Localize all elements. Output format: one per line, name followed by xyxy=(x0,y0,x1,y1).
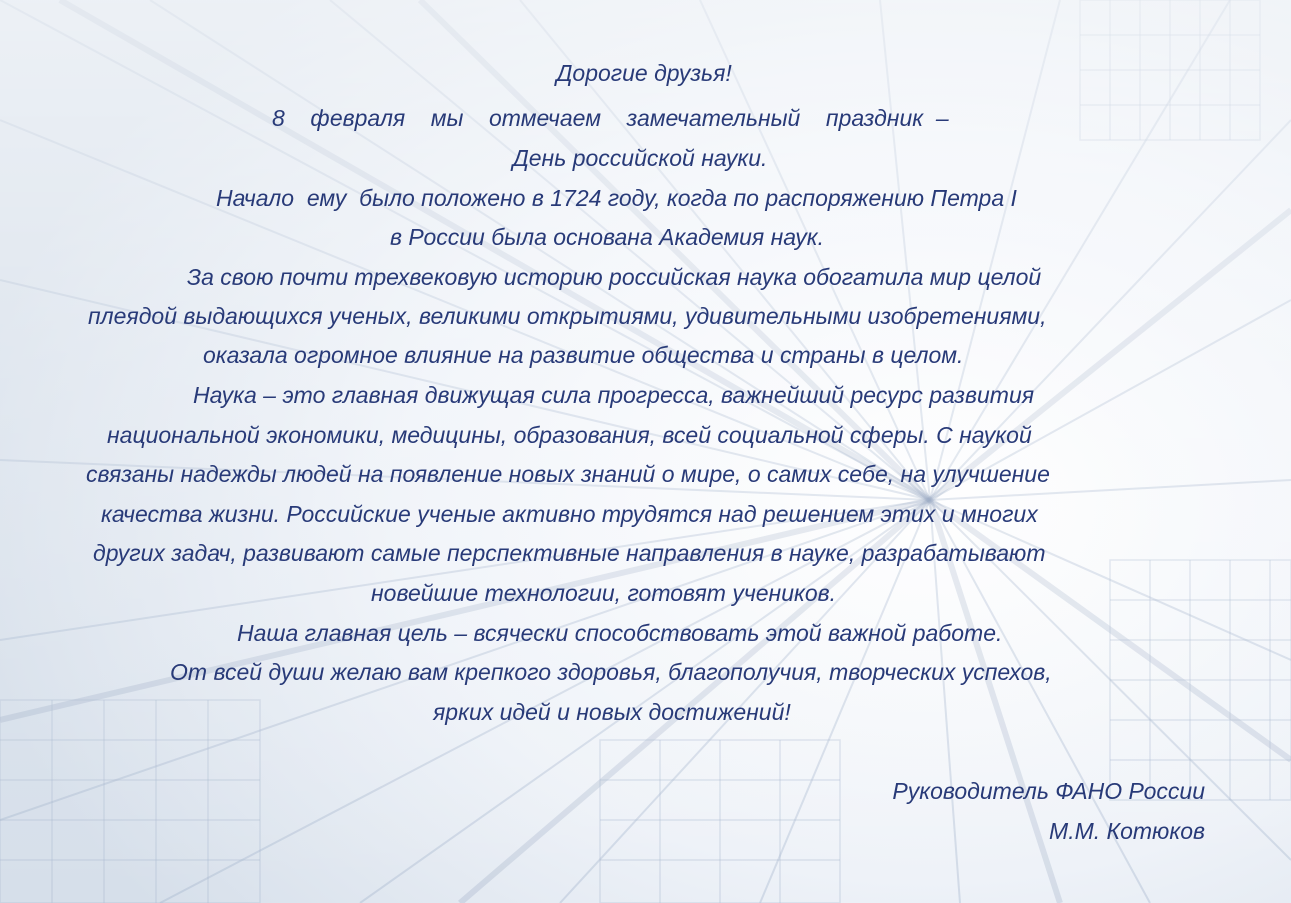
letter-line: связаны надежды людей на появление новых знаний о мире, о самих себе, на улучшение xyxy=(86,461,1050,487)
letter-line: От всей души желаю вам крепкого здоровья, благополучия, творческих успехов, xyxy=(170,659,1052,685)
letter-line: Начало ему было положено в 1724 году, когда по распоряжению Петра I xyxy=(216,185,1017,211)
letter-line: новейшие технологии, готовят учеников. xyxy=(371,580,837,606)
letter-line: День российской науки. xyxy=(512,145,768,171)
letter-line: Наша главная цель – всячески способствовать этой важной работе. xyxy=(237,620,1003,646)
letter-line: оказала огромное влияние на развитие общества и страны в целом. xyxy=(203,342,964,368)
letter-line: качества жизни. Российские ученые активно трудятся над решением этих и многих xyxy=(101,501,1038,527)
signature-name: М.М. Котюков xyxy=(1049,818,1205,844)
letter-line: ярких идей и новых достижений! xyxy=(433,699,791,725)
letter-line: плеядой выдающихся ученых, великими открытиями, удивительными изобретениями, xyxy=(88,303,1047,329)
letter-line: в России была основана Академия наук. xyxy=(390,224,825,250)
letter-line: Наука – это главная движущая сила прогресса, важнейший ресурс развития xyxy=(193,382,1035,408)
letter-greeting: Дорогие друзья! xyxy=(556,60,732,86)
letter-line: 8 февраля мы отмечаем замечательный праздник – xyxy=(272,105,949,131)
letter-line: национальной экономики, медицины, образования, всей социальной сферы. С наукой xyxy=(107,422,1032,448)
signature-position: Руководитель ФАНО России xyxy=(892,778,1205,804)
letter-line: За свою почти трехвековую историю российская наука обогатила мир целой xyxy=(187,264,1042,290)
letter-line: других задач, развивают самые перспективные направления в науке, разрабатывают xyxy=(93,540,1046,566)
